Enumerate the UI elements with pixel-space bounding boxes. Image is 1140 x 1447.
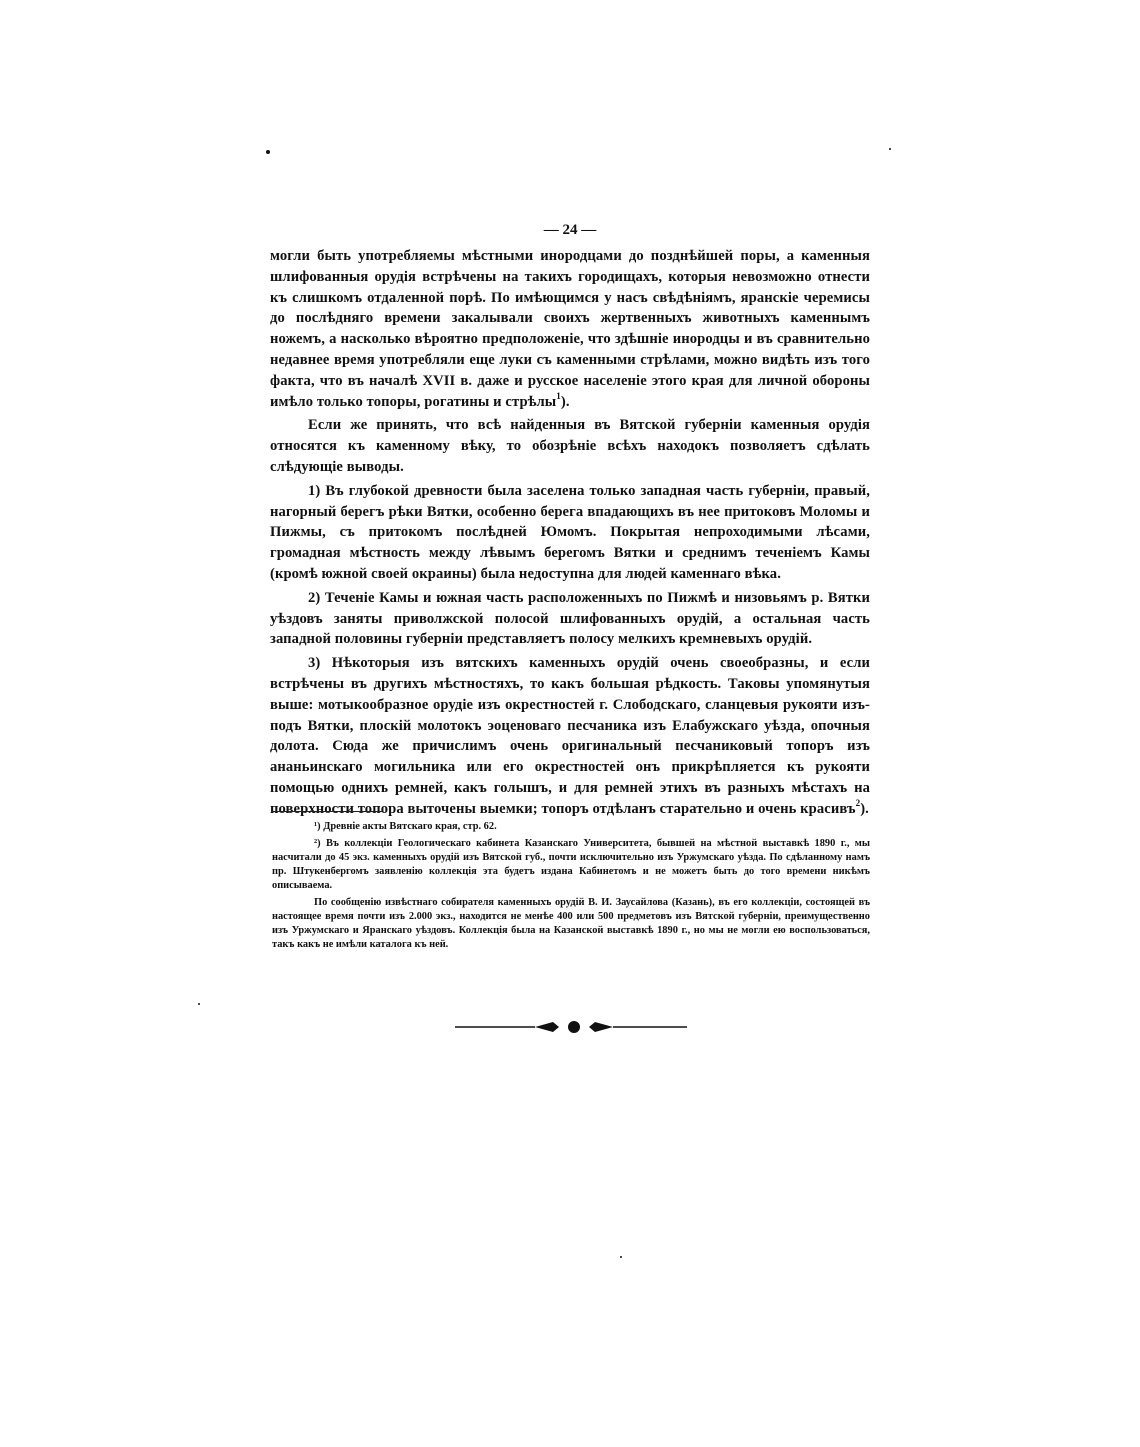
print-speck — [266, 150, 270, 154]
end-ornament — [455, 1016, 687, 1038]
print-speck — [620, 1256, 622, 1258]
paragraph: могли быть употребляемы мѣстными инородцами до позднѣйшей поры, а каменныя шлифованныя орудія встрѣчены на такихъ городищахъ, которыя невозможно отнести къ слишкомъ отдаленной порѣ. По имѣющимся у насъ свѣдѣніямъ, яранскіе черемисы до послѣдняго времени закалывали своихъ жертвенныхъ животныхъ каменнымъ ножемъ, а насколько вѣроятно предположеніе, что здѣшніе инородцы и въ сравнительно недавнее время употребляли еще луки съ каменными стрѣлами, можно видѣть изъ того факта, что въ началѣ XVII в. даже и русское населеніе этого края для личной обороны имѣло только топоры, рогатины и стрѣлы$^1$). — [270, 248, 870, 410]
paragraph: 1) Въ глубокой древности была заселена только западная часть губерніи, правый, нагорный берегъ рѣки Вятки, особенно берега впадающихъ въ нее притоковъ Моломы и Пижмы, съ притокомъ послѣдней Юмомъ. Покрытая непроходимыми лѣсами, громадная мѣстность между лѣвымъ берегомъ Вятки и среднимъ теченіемъ Камы (кромѣ южной своей окраины) была недоступна для людей каменнаго вѣка. — [270, 482, 870, 582]
footnote-ref[interactable]: 2 — [855, 797, 861, 808]
paragraph: 3) Нѣкоторыя изъ вятскихъ каменныхъ орудій очень своеобразны, и если встрѣчены въ другихъ мѣстностяхъ, то какъ большая рѣдкость. Таковы упомянутыя выше: мотыкообразное орудіе изъ окрестностей г. Слободскаго, сланцевыя рукояти изъ-подъ Вятки, плоскій молотокъ эоценоваго песчаника изъ Елабужскаго уѣзда, опочныя долота. Сюда же причислимъ очень оригинальный песчаниковый топоръ изъ ананьинскаго могильника или его окрестностей онъ прикрѣпляется къ рукояти помощью однихъ ремней, какъ голышъ, и для ремней этихъ въ разныхъ мѣстахъ на поверхности топора выточены выемки; топоръ отдѣланъ старательно и очень красивъ$^2$). — [270, 655, 870, 817]
footnote-mark: ²) — [314, 838, 321, 849]
paragraph: 2) Теченіе Камы и южная часть расположенныхъ по Пижмѣ и низовьямъ р. Вятки уѣздовъ заняты приволжской полосой шлифованныхъ орудій, а остальная часть западной половины губерніи представляетъ полосу мелкихъ кремневыхъ орудій. — [270, 589, 870, 648]
footnote: По сообщенію извѣстнаго собирателя каменныхъ орудій В. И. Заусайлова (Казань), въ его коллекціи, состоящей въ настоящее время почти изъ 2.000 экз., находится не менѣе 400 или 500 предметовъ изъ Вятской губерніи, преимущественно изъ Уржумскаго и Яранскаго уѣздовъ. Коллекція была на Казанской выставкѣ 1890 г., но мы не могли ею воспользоваться, такъ какъ не имѣли каталога къ ней. — [272, 897, 870, 950]
footnote: ²) Въ коллекціи Геологическаго кабинета Казанскаго Университета, бывшей на мѣстной выставкѣ 1890 г., мы насчитали до 45 экз. каменныхъ орудій изъ Вятской губ., почти исключительно изъ Уржумскаго уѣзда. По сдѣланному намъ пр. Штукенбергомъ заявленію коллекція эта будетъ издана Кабинетомъ и не можетъ быть до того времени никѣмъ описываема. — [272, 838, 870, 891]
footnote-ref[interactable]: 1 — [556, 390, 561, 401]
footnotes — [272, 820, 870, 952]
body-text — [270, 246, 870, 820]
footnote-divider — [272, 811, 382, 812]
paragraph: Если же принять, что всѣ найденныя въ Вятской губерніи каменныя орудія относятся къ каменному вѣку, то обозрѣніе всѣхъ находокъ позволяетъ сдѣлать слѣдующіе выводы. — [270, 417, 870, 475]
footnote-mark: ¹) — [314, 821, 321, 832]
page-number: — 24 — — [543, 222, 597, 238]
footnote: ¹) Древніе акты Вятскаго края, стр. 62. — [314, 821, 497, 832]
print-speck — [889, 148, 891, 150]
print-speck — [198, 1003, 200, 1005]
